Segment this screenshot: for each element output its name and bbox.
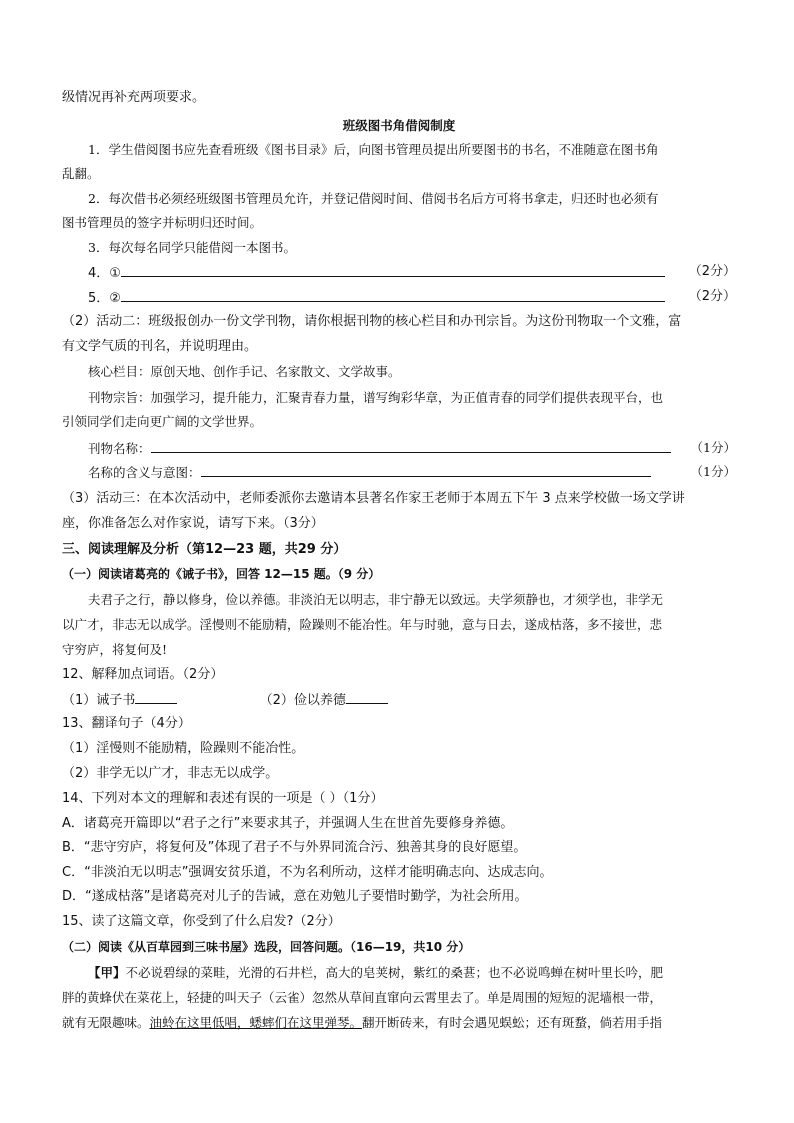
rule-3: 3．每次每名同学只能借阅一本图书。 [88,240,296,255]
rule-5-score: （2分） [688,289,736,304]
rule-4-answer-blank[interactable] [121,262,665,277]
section-3-heading: 三、阅读理解及分析（第12—23 题，共29 分） [62,542,347,557]
jia-tag: 【甲】 [88,965,126,980]
rule-4-score: （2分） [688,264,736,279]
activity-3-line-1: （3）活动三：在本次活动中，老师委派你去邀请本县著名作家王老师于本周五下午 3 点来学校做一场文学讲 [62,491,685,506]
q12-item-1: （1）诫子书 [62,693,136,708]
activity-3-line-2: 座，你准备怎么对作家说，请写下来。（3分） [62,516,324,531]
rule-4-row [88,262,736,284]
q12-item-2: （2）俭以养德 [259,693,346,708]
rule-1-line-1: 1．学生借阅图书应先查看班级《图书目录》后，向图书管理员提出所要图书的书名，不准随意在图书角 [88,142,659,157]
jia-line-3-a: 就有无限趣味。 [62,1015,150,1030]
jia-underlined-sentence: 油蛉在这里低唱，蟋蟀们在这里弹琴。 [149,1015,363,1030]
aim-line-2: 引领同学们走向更广阔的文学世界。 [62,414,263,429]
jia-line-1-text: 不必说碧绿的菜畦，光滑的石井栏，高大的皂荚树，紫红的桑葚；也不必说鸣蝉在树叶里长吟，肥 [125,965,664,980]
q13-stem: 13、翻译句子（4分） [62,716,191,731]
journal-name-score: （1分） [690,440,736,455]
q13-item-1: （1）淫慢则不能励精，险躁则不能冶性。 [62,741,305,756]
passage-1-heading: （一）阅读诸葛亮的《诫子书》，回答 12—15 题。（9 分） [62,567,381,581]
passage-1-line-3: 守穷庐，将复何及! [62,642,168,657]
aim-line-1: 刊物宗旨：加强学习，提升能力，汇聚青春力量，谱写绚彩华章，为正值青春的同学们提供表现平台，也 [88,390,664,405]
journal-name-row [88,438,736,459]
q12-blank-1[interactable] [135,689,177,704]
rule-2-line-2: 图书管理员的签字并标明归还时间。 [62,215,263,230]
rule-4-label: 4．① [88,266,121,281]
q12-blank-2[interactable] [346,689,388,704]
rules-title: 班级图书角借阅制度 [342,118,456,133]
rule-1-line-2: 乱翻。 [62,166,100,181]
rule-5-answer-blank[interactable] [121,287,665,302]
passage-1-line-2: 以广才，非志无以成学。淫慢则不能励精，险躁则不能冶性。年与时驰，意与日去，遂成枯落，多不接世，悲 [62,617,663,632]
jia-line-3-b: 翻开断砖来，有时会遇见蜈蚣；还有斑蝥，倘若用手指 [362,1015,663,1030]
meaning-row [88,462,736,483]
q12-items [62,689,736,711]
q13-item-2: （2）非学无以广才，非志无以成学。 [62,766,279,781]
q12-stem: 12、解释加点词语。（2分） [62,667,224,682]
journal-name-blank[interactable] [151,438,671,453]
activity-2-line-1: （2）活动二：班级报创办一份文学刊物，请你根据刊物的核心栏目和办刊宗旨。为这份刊物取一个文雅，富 [62,314,682,329]
q15-stem: 15、读了这篇文章，你受到了什么启发?（2分） [62,914,341,929]
q14-option-b[interactable]: B．“悲守穷庐，将复何及”体现了君子不与外界同流合污、独善其身的良好愿望。 [62,840,527,855]
jia-line-1 [88,963,736,983]
activity-2-line-2: 有文学气质的刊名，并说明理由。 [62,339,258,354]
q14-option-d[interactable]: D．“遂成枯落”是诸葛亮对儿子的告诫，意在劝勉儿子要惜时勤学，为社会所用。 [62,889,528,904]
core-columns: 核心栏目：原创天地、创作手记、名家散文、文学故事。 [88,364,401,379]
journal-name-label: 刊物名称： [88,441,151,456]
meaning-label: 名称的含义与意图： [88,465,201,480]
passage-2-heading: （二）阅读《从百草园到三味书屋》选段，回答问题。（16—19，共10 分） [62,940,471,954]
q14-option-c[interactable]: C．“非淡泊无以明志”强调安贫乐道，不为名利所动，这样才能明确志向、达成志向。 [62,865,553,880]
meaning-blank[interactable] [201,462,651,477]
rule-5-row [88,287,736,309]
passage-1-line-1: 夫君子之行，静以修身，俭以养德。非淡泊无以明志，非宁静无以致远。夫学须静也，才须学也，非学无 [88,592,664,607]
jia-line-2: 胖的黄蜂伏在菜花上，轻捷的叫天子（云雀）忽然从草间直窜向云霄里去了。单是周围的短短的泥墙根一带， [62,990,663,1005]
rule-5-label: 5．② [88,291,121,306]
rule-2-line-1: 2．每次借书必须经班级图书管理员允许，并登记借阅时间、借阅书名后方可将书拿走，归还时也必须有 [88,191,659,206]
continuation-text: 级情况再补充两项要求。 [62,90,206,105]
q14-option-a[interactable]: A．诸葛亮开篇即以“君子之行”来要求其子，并强调人生在世首先要修身养德。 [62,816,514,831]
q14-stem: 14、下列对本文的理解和表述有误的一项是（ ）（1分） [62,791,384,806]
jia-line-3 [62,1013,736,1033]
meaning-score: （1分） [690,464,736,479]
